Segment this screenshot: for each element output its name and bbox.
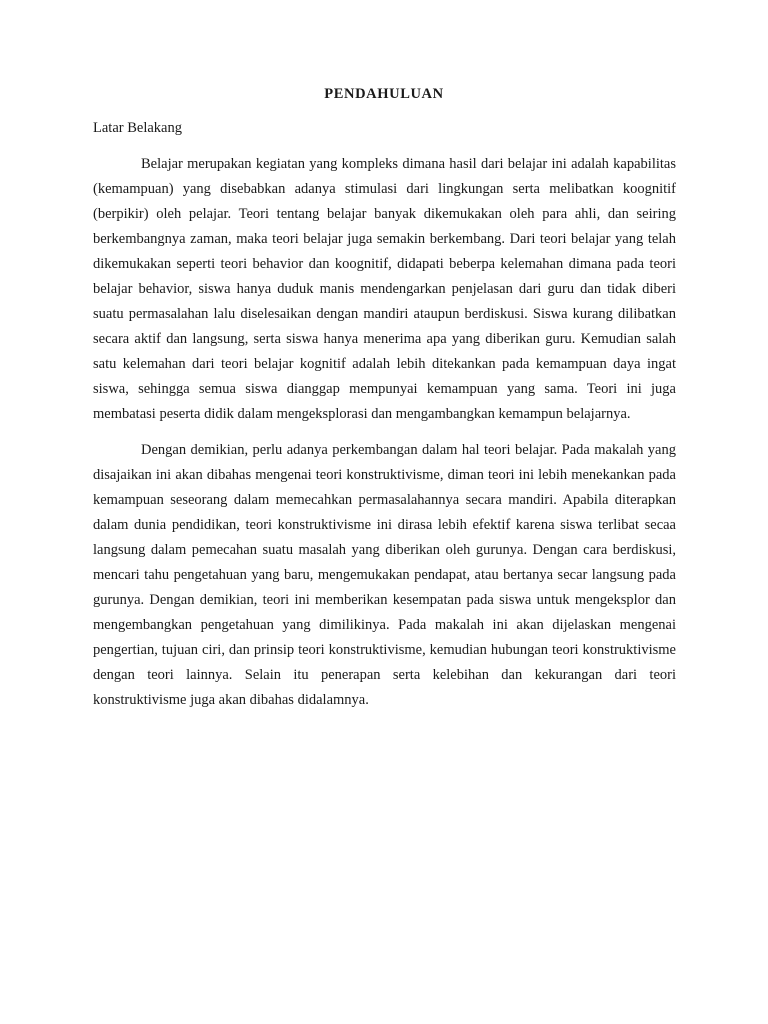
document-title: PENDAHULUAN [324,86,444,102]
document-body [93,152,676,724]
section-heading: Latar Belakang [93,120,182,136]
body-paragraph: Belajar merupakan kegiatan yang kompleks dimana hasil dari belajar ini adalah kapabilitas (kemampuan) yang disebabkan adanya stimulasi dari lingkungan serta melibatkan koognitif (berpikir) oleh pelajar. Teori tentang belajar banyak dikemukakan oleh para ahli, dan seiring berkembangnya zaman, maka teori belajar juga semakin berkembang. Dari teori belajar yang telah dikemukakan seperti teori behavior dan koognitif, didapati beberpa kelemahan dimana pada teori belajar behavior, siswa hanya duduk manis mendengarkan penjelasan dari guru dan tidak diberi suatu permasalahan lalu diselesaikan dengan mandiri ataupun berdiskusi. Siswa kurang dilibatkan secara aktif dan langsung, serta siswa hanya menerima apa yang diberikan guru. Kemudian salah satu kelemahan dari teori belajar kognitif adalah lebih ditekankan pada kemampuan daya ingat siswa, sehingga semua siswa dianggap mempunyai kemampuan yang sama. Teori ini juga membatasi peserta didik dalam mengeksplorasi dan mengambangkan kemampun belajarnya. [93,156,676,422]
body-paragraph: Dengan demikian, perlu adanya perkembangan dalam hal teori belajar. Pada makalah yang disajaikan ini akan dibahas mengenai teori konstruktivisme, diman teori ini lebih menekankan pada kemampuan seseorang dalam memecahkan permasalahannya secara mandiri. Apabila diterapkan dalam dunia pendidikan, teori konstruktivisme ini dirasa lebih efektif karena siswa terlibat secaa langsung dalam pemecahan suatu masalah yang diberikan oleh gurunya. Dengan cara berdiskusi, mencari tahu pengetahuan yang baru, mengemukakan pendapat, atau bertanya secar langsung pada gurunya. Dengan demikian, teori ini memberikan kesempatan pada siswa untuk mengeksplor dan mengembangkan pengetahuan yang dimilikinya. Pada makalah ini akan dijelaskan mengenai pengertian, tujuan ciri, dan prinsip teori konstruktivisme, kemudian hubungan teori konstruktivisme dengan teori lainnya. Selain itu penerapan serta kelebihan dan kekurangan dari teori konstruktivisme juga akan dibahas didalamnya. [93,442,676,708]
